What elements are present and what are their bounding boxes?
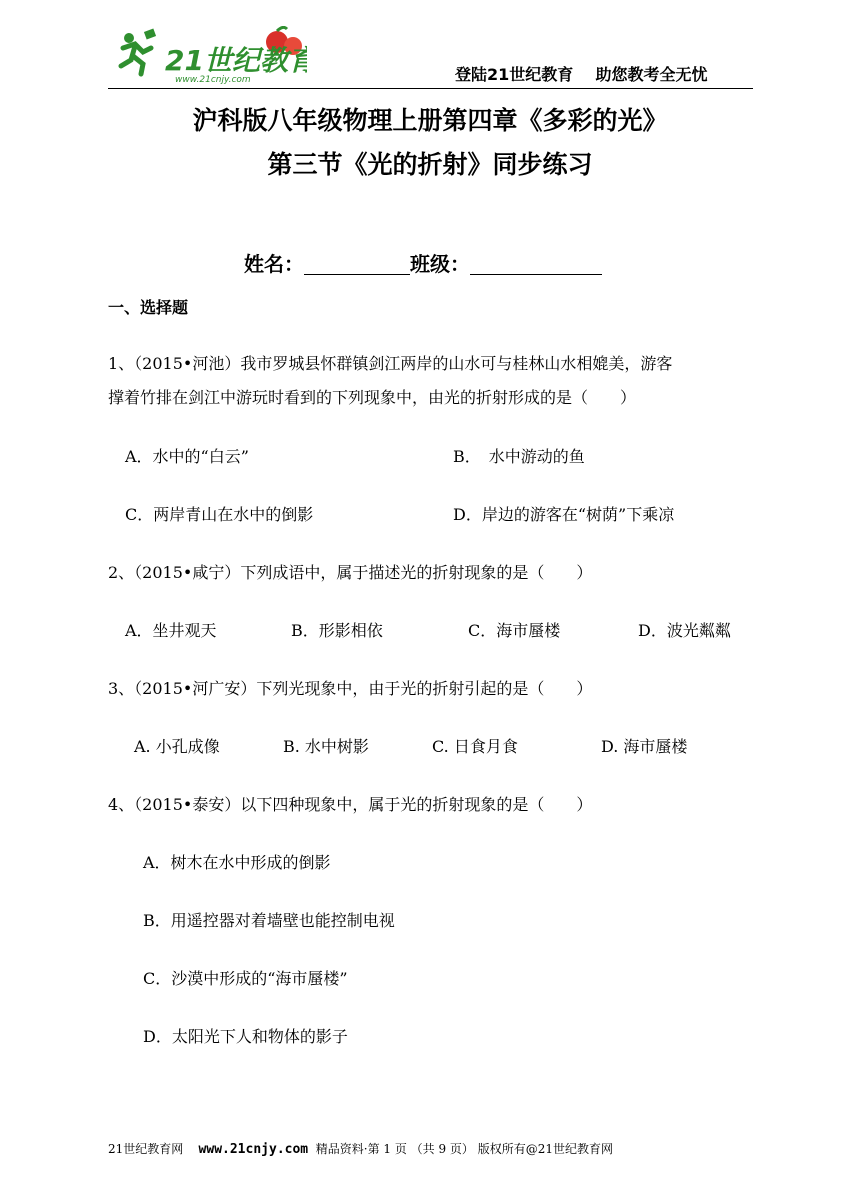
svg-text:www.21cnjy.com: www.21cnjy.com: [175, 75, 251, 84]
q2-option-c: C．海市蜃楼: [468, 621, 561, 640]
q1-option-b: B． 水中游动的鱼: [453, 447, 585, 466]
name-field[interactable]: [304, 252, 410, 275]
q4-option-c: C．沙漠中形成的“海市蜃楼”: [143, 969, 348, 988]
question-3-stem: 3、（2015•河广安）下列光现象中，由于光的折射引起的是（ ）: [108, 679, 593, 698]
section-heading: 一、选择题: [108, 298, 189, 317]
q2-option-a: A．坐井观天: [125, 621, 217, 640]
q3-option-a: A. 小孔成像: [134, 737, 220, 756]
q2-option-b: B．形影相依: [291, 621, 383, 640]
header-slogan: 登陆21世纪教育 助您教考全无忧: [455, 65, 708, 84]
q1-option-d: D．岸边的游客在“树荫”下乘凉: [453, 505, 675, 524]
q1-option-a: A．水中的“白云”: [125, 447, 249, 466]
page-footer: [108, 1140, 613, 1157]
header-divider: [108, 88, 753, 89]
q3-option-b: B. 水中树影: [283, 737, 369, 756]
runner-icon: [121, 29, 156, 74]
site-logo: [117, 26, 307, 84]
question-4-stem: 4、（2015•泰安）以下四种现象中，属于光的折射现象的是（ ）: [108, 795, 593, 814]
svg-text:21世纪教育: 21世纪教育: [165, 44, 307, 77]
footer-site-name: 21世纪教育网: [108, 1142, 184, 1156]
footer-url-link[interactable]: www.21cnjy.com: [198, 1142, 309, 1157]
q4-option-b: B．用遥控器对着墙壁也能控制电视: [143, 911, 395, 930]
q3-option-d: D. 海市蜃楼: [601, 737, 688, 756]
q3-option-c: C. 日食月食: [432, 737, 518, 756]
question-2-stem: 2、（2015•咸宁）下列成语中，属于描述光的折射现象的是（ ）: [108, 563, 593, 582]
class-label: 班级：: [410, 252, 470, 276]
q1-option-c: C．两岸青山在水中的倒影: [125, 505, 314, 524]
student-info-line: [244, 248, 602, 277]
page-title: 沪科版八年级物理上册第四章《多彩的光》: [192, 106, 668, 135]
question-1-stem-line1: 1、（2015•河池）我市罗城县怀群镇剑江两岸的山水可与桂林山水相媲美，游客: [108, 354, 673, 373]
name-label: 姓名：: [244, 252, 304, 276]
page-subtitle: 第三节《光的折射》同步练习: [267, 150, 593, 179]
question-1-stem-line2: 撑着竹排在剑江中游玩时看到的下列现象中，由光的折射形成的是（ ）: [108, 388, 637, 407]
footer-info: 精品资料·第 1 页 （共 9 页） 版权所有@21世纪教育网: [315, 1142, 614, 1156]
q2-option-d: D．波光粼粼: [638, 621, 731, 640]
q4-option-a: A．树木在水中形成的倒影: [143, 853, 331, 872]
class-field[interactable]: [470, 252, 602, 275]
q4-option-d: D．太阳光下人和物体的影子: [143, 1027, 348, 1046]
